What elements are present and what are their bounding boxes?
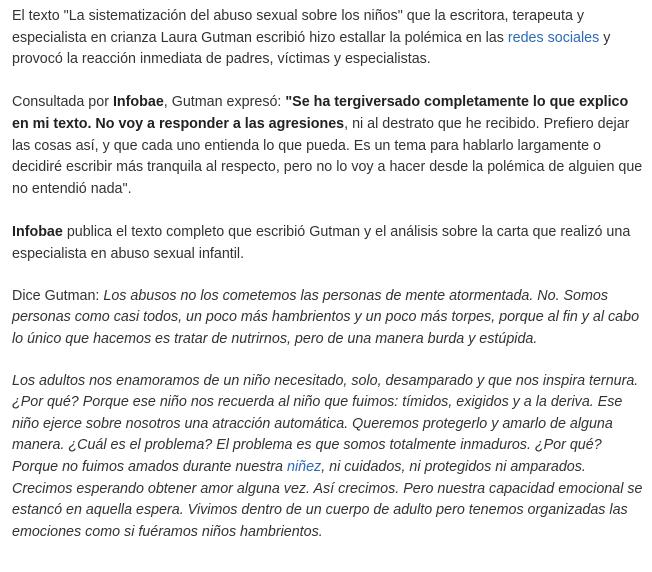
paragraph-intro — [12, 6, 646, 71]
statement-quote-bold: "Se ha tergiversado completamente lo que explico en mi texto. No voy a responder a las agresiones — [12, 94, 629, 132]
intro-text-start: El texto "La sistematización del abuso sexual sobre los niños" que la escritora, terapeuta y especialista en crianza Laura Gutman escribió hizo estallar la polémica en las — [12, 8, 585, 46]
link-ninez[interactable]: niñez — [287, 459, 322, 476]
publication-note-text: publica el texto completo que escribió Gutman y el análisis sobre la carta que realizó una especialista en abuso sexual infantil. — [12, 223, 631, 262]
quote-text: Los abusos no los cometemos las personas de mente atormentada. No. Somos personas como casi todos, un poco más hambrientos y un poco más torpes, porque al fin y al cabo lo único que hacemos es tratar de nutrirnos, pero de una manera burda y estúpida. — [12, 287, 640, 347]
paragraph-quote-abusos — [12, 286, 646, 351]
paragraph-quote-adultos — [12, 371, 646, 544]
quote-text-start: Los adultos nos enamoramos de un niño necesitado, solo, desamparado y que nos inspira ternura. ¿Por qué? Porque ese niño nos recuerda al niño que fuimos: tímidos, exigidos y a la deriva. Ese niño ejerce sobre nosotros una atracción automática. Queremos protegerlo y amarlo de alguna manera. ¿Cuál es el problema? El problema es que somos totalmente inmaduros. ¿Por qué? Porque no fuimos amados durante nuestra — [12, 372, 639, 476]
statement-text-end: , ni al destrato que he recibido. Prefiero dejar las cosas así, y que cada uno entienda lo que pueda. Es un tema para hablarlo largamente o decidiré escribir más tranquila al respecto, pero no lo voy a hacer desde la polémica de alguien que no entendió nada". — [12, 115, 643, 197]
paragraph-publication-note — [12, 222, 646, 265]
source-name: Infobae — [112, 94, 164, 111]
statement-text-mid: , Gutman expresó: — [163, 94, 286, 111]
quote-text-end: , ni cuidados, ni protegidos ni amparados. Crecimos esperando obtener amor alguna vez. Así crecimos. Pero nuestra capacidad emocional se estancó en aquella espera. Vivimos dentro de un cuerpo de adulto pero tenemos organizadas las emociones como si fuéramos niños hambrientos. — [12, 459, 643, 540]
statement-text-start: Consultada por — [12, 94, 113, 111]
intro-text-end: y provocó la reacción inmediata de padres, víctimas y especialistas. — [12, 29, 611, 68]
link-redes-sociales[interactable]: redes sociales — [507, 29, 600, 46]
quote-lead: Dice Gutman: — [12, 287, 104, 304]
article-body — [12, 6, 646, 565]
paragraph-gutman-statement — [12, 92, 646, 200]
source-name: Infobae — [12, 223, 63, 240]
